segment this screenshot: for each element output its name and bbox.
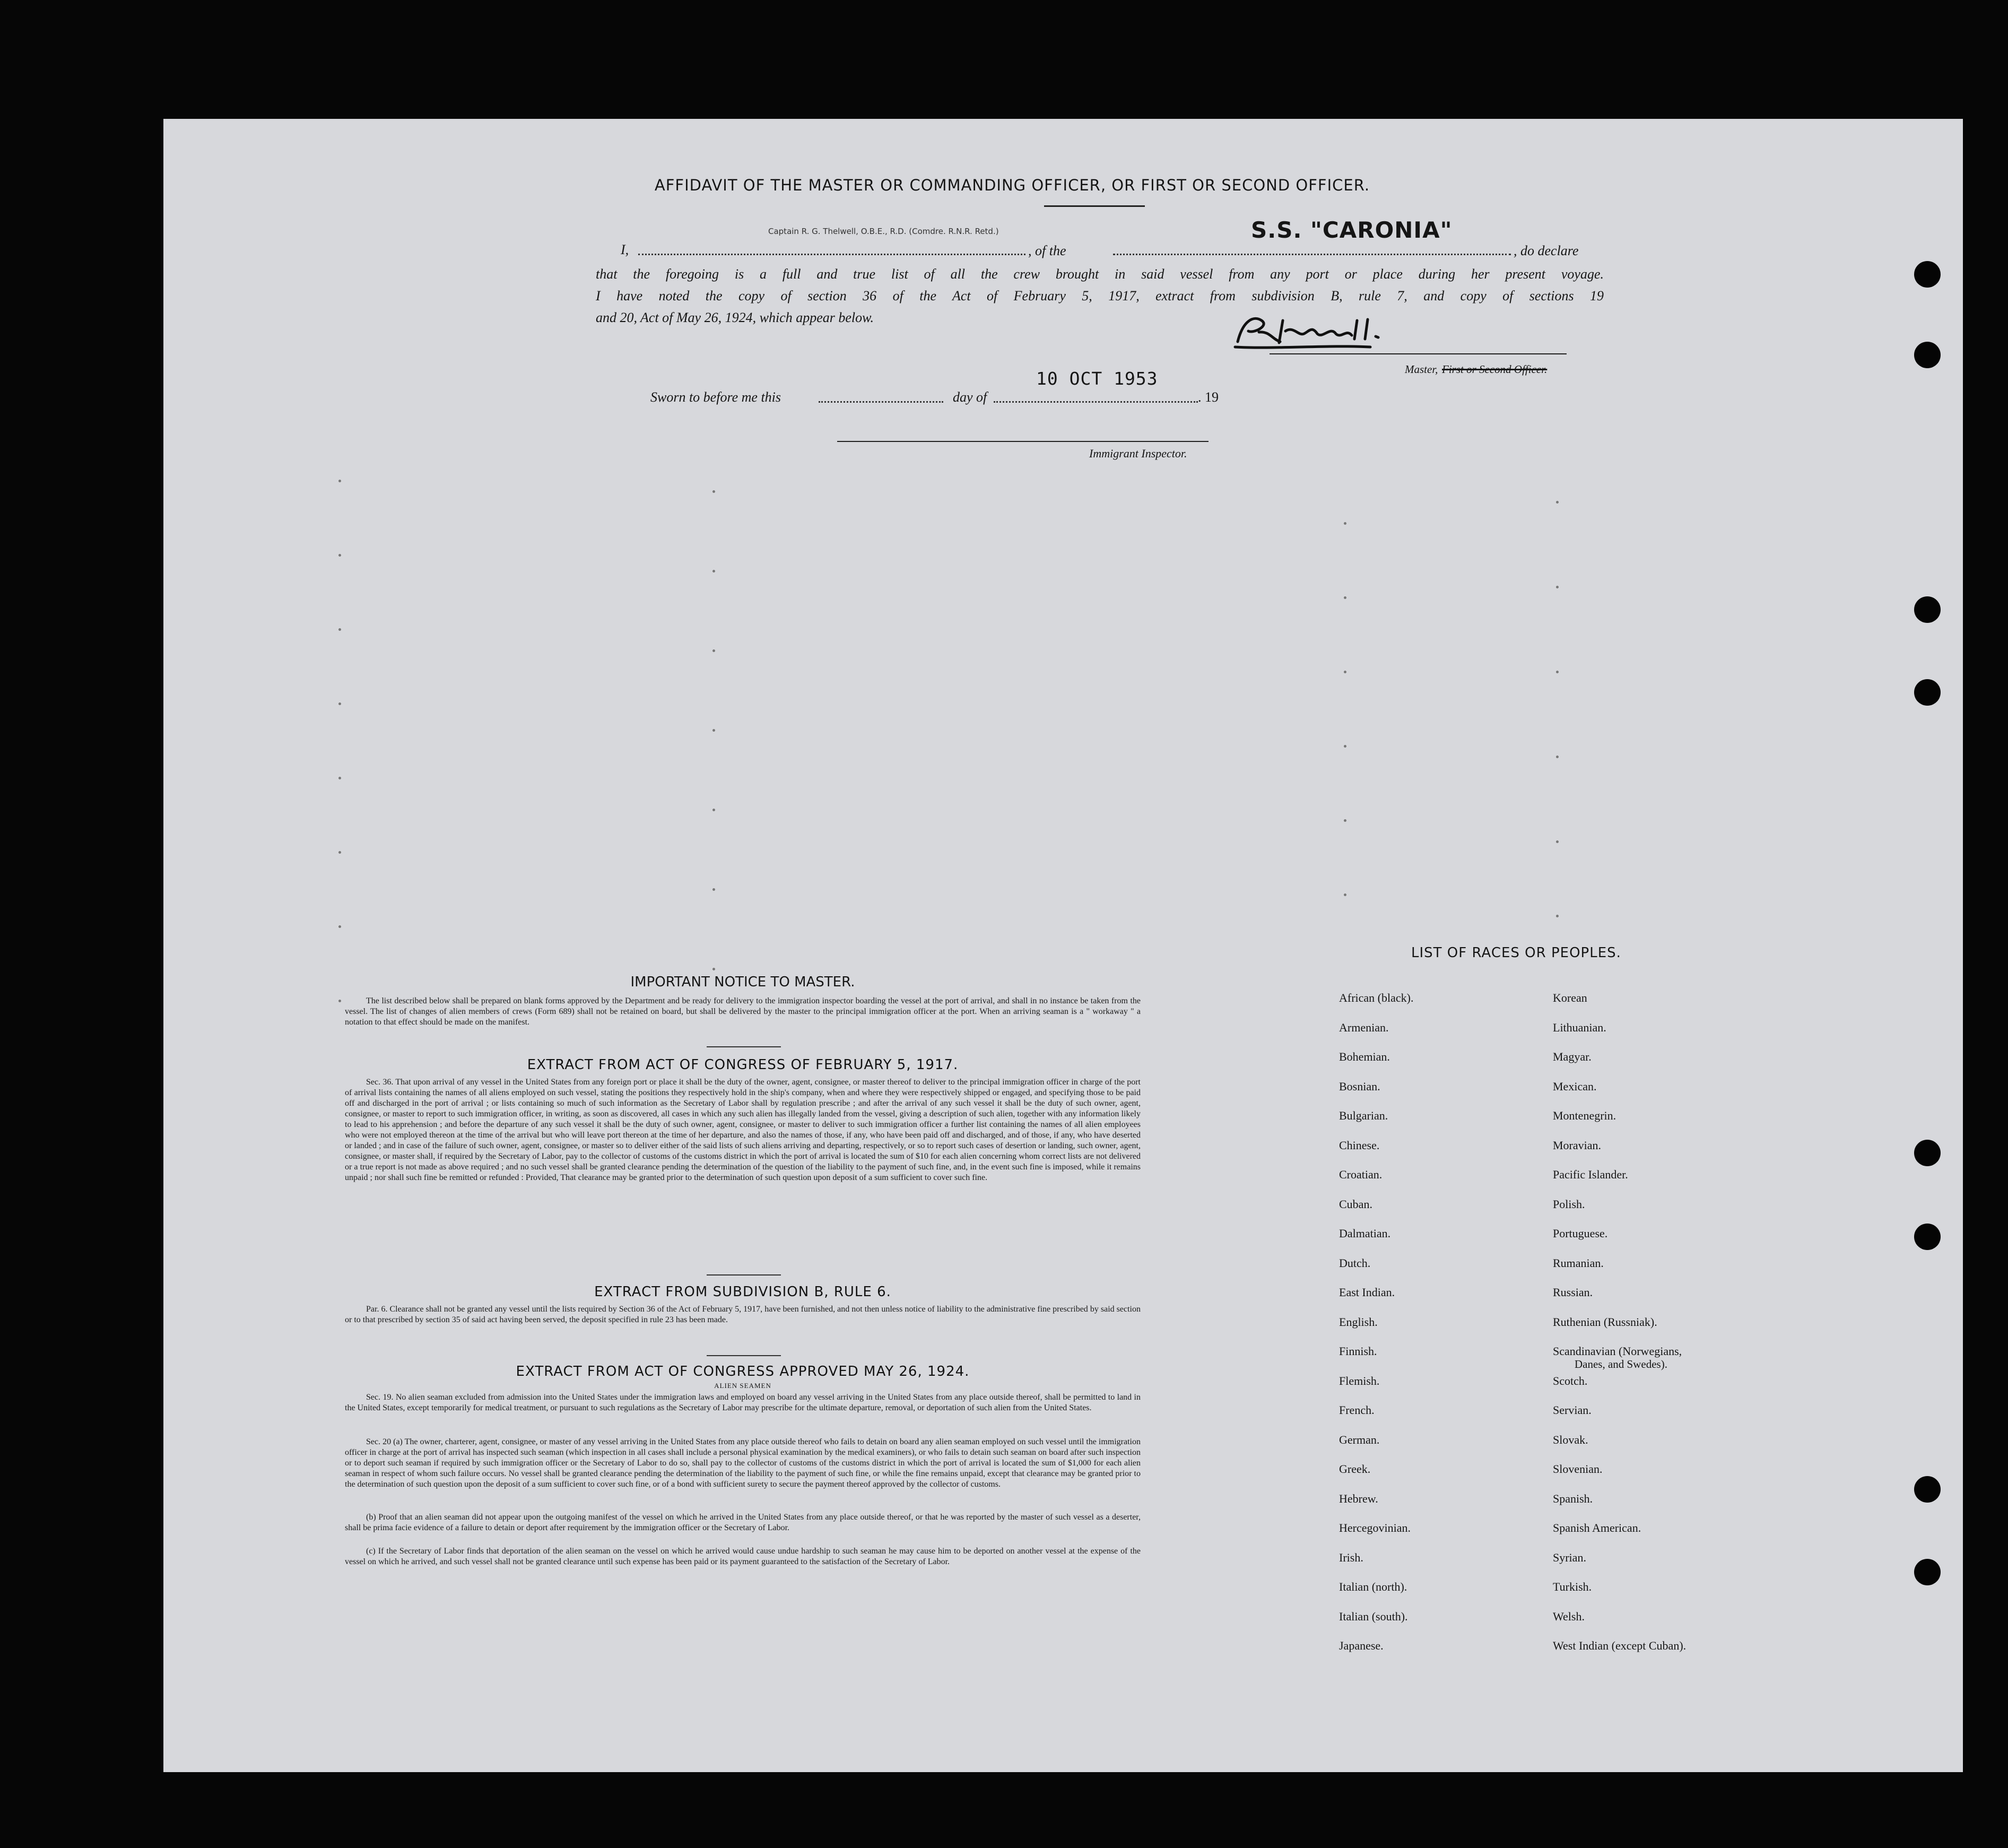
affidavit-title: AFFIDAVIT OF THE MASTER OR COMMANDING OFFICER, OR FIRST OR SECOND OFFICER. <box>654 176 1370 194</box>
race-item: West Indian (except Cuban). <box>1553 1639 1687 1652</box>
section-divider <box>707 1274 781 1276</box>
race-item: African (black). <box>1339 991 1414 1004</box>
master-name-line <box>638 254 1025 255</box>
of-the-label: , of the <box>1028 243 1066 258</box>
race-item: Magyar. <box>1553 1050 1592 1063</box>
sworn-day-line <box>819 401 943 403</box>
race-item: Mexican. <box>1553 1080 1597 1093</box>
punch-hole <box>1914 679 1941 706</box>
day-of-label: day of <box>953 389 987 405</box>
races-title: LIST OF RACES OR PEOPLES. <box>1411 945 1621 961</box>
section-divider <box>707 1046 781 1047</box>
race-item: Armenian. <box>1339 1021 1389 1034</box>
race-item: Cuban. <box>1339 1198 1372 1211</box>
race-item: Moravian. <box>1553 1139 1602 1152</box>
title-underline <box>1044 205 1145 207</box>
race-item: Spanish. <box>1553 1492 1593 1505</box>
race-item: Polish. <box>1553 1198 1585 1211</box>
alien-seamen-subtitle: ALIEN SEAMEN <box>714 1382 771 1390</box>
punch-hole <box>1914 1476 1941 1503</box>
race-item: Russian. <box>1553 1286 1593 1299</box>
race-item: Rumanian. <box>1553 1256 1604 1270</box>
race-item: Bosnian. <box>1339 1080 1380 1093</box>
inspector-signature-line <box>837 441 1209 442</box>
race-item: Spanish American. <box>1553 1521 1641 1534</box>
punch-hole <box>1914 1559 1941 1585</box>
master-label: Master, <box>1405 363 1438 376</box>
race-item: Bulgarian. <box>1339 1109 1388 1122</box>
race-item: Montenegrin. <box>1553 1109 1616 1122</box>
race-item: Syrian. <box>1553 1551 1586 1564</box>
race-item: Croatian. <box>1339 1168 1383 1181</box>
race-item: Slovak. <box>1553 1433 1588 1446</box>
race-item: Hercegovinian. <box>1339 1521 1411 1534</box>
date-stamp: 10 OCT 1953 <box>1036 368 1158 389</box>
sec-20b-text: (b) Proof that an alien seaman did not appear upon the outgoing manifest of the vessel on which he arrived in the United States from any place outside thereof, or that he was reported by the master of such vessel as a deserter, shall be prima facie evidence of a failure to detain or deport after requirement by the immigration officer or the Secretary of Labor. <box>345 1513 1141 1532</box>
extract-1924-title: EXTRACT FROM ACT OF CONGRESS APPROVED MAY 26, 1924. <box>516 1364 970 1380</box>
subdivision-b-text: Par. 6. Clearance shall not be granted any vessel until the lists required by Section 36 of the Act of February 5, 1917, have been furnished, and not then unless notice of liability to the administrative fine prescribed by said section or to that prescribed by section 35 of said act having been served, the deposit specified in rule 23 has been made. <box>345 1305 1141 1324</box>
sworn-month-line <box>994 401 1198 403</box>
race-item: German. <box>1339 1433 1380 1446</box>
punch-hole <box>1914 1140 1941 1166</box>
sworn-label: Sworn to before me this <box>650 389 781 405</box>
race-item: Pacific Islander. <box>1553 1168 1628 1181</box>
race-item: Chinese. <box>1339 1139 1380 1152</box>
race-item: Welsh. <box>1553 1610 1585 1623</box>
punch-hole <box>1914 596 1941 623</box>
punch-hole <box>1914 261 1941 288</box>
sec-20c-text: (c) If the Secretary of Labor finds that deportation of the alien seaman on the vessel on which he arrived would cause undue hardship to such seaman he may cause him to be deported on another vessel at the expense of the vessel on which he arrived, and such vessel shall not be granted clearance until such expense has been paid or its payment guaranteed to the satisfaction of the Secretary of Labor. <box>345 1547 1141 1566</box>
race-item: Irish. <box>1339 1551 1363 1564</box>
vessel-line <box>1113 254 1511 255</box>
sec-20a-text: Sec. 20 (a) The owner, charterer, agent, consignee, or master of any vessel arriving in the United States from any place outside thereof who fails to detain on board any alien seaman employed on such vessel until the immigration officer in charge at the port of arrival has inspected such seaman (which inspection in all cases shall include a personal physical examination by the medical examiners), or who fails to detain such seaman on board after such inspection or to deport such seaman if required by such immigration officer or the Secretary of Labor to do so, shall pay to the collector of customs of the customs district in which the port of arrival is located the sum of $1,000 for each alien seaman in respect of whom such failure occurs. No vessel shall be granted clearance pending the determination of the liability to the payment of such fine, or while the fine remains unpaid, except that clearance may be granted prior to the determination of such question upon the deposit of a sum sufficient to cover such fine, or of a bond with sufficient surety to secure the payment thereof approved by the collector of customs. <box>345 1437 1141 1489</box>
race-item: Flemish. <box>1339 1374 1380 1387</box>
race-item: English. <box>1339 1315 1378 1329</box>
punch-hole <box>1914 342 1941 368</box>
notice-text: The list described below shall be prepared on blank forms approved by the Department and be ready for delivery to the immigration inspector boarding the vessel at the port of arrival, and shall in no instance be taken from the vessel. The list of changes of alien members of crews (Form 689) shall not be retained on board, but shall be delivered by the master to the principal immigration officer at the port. When an arriving seaman is a " workaway " a notation to that effect should be made on the manifest. <box>345 996 1141 1027</box>
master-name-stamp: Captain R. G. Thelwell, O.B.E., R.D. (Comdre. R.N.R. Retd.) <box>768 227 999 236</box>
race-item: Italian (north). <box>1339 1580 1407 1593</box>
race-item: Scandinavian (Norwegians, <box>1553 1344 1682 1358</box>
master-signature <box>1232 310 1407 352</box>
race-item: Dalmatian. <box>1339 1227 1391 1240</box>
document-page <box>163 119 1963 1772</box>
race-item: Dutch. <box>1339 1256 1371 1270</box>
affidavit-line-3: and 20, Act of May 26, 1924, which appear below. <box>596 310 874 325</box>
extract-1917-title: EXTRACT FROM ACT OF CONGRESS OF FEBRUARY 5, 1917. <box>527 1057 959 1073</box>
race-item: Ruthenian (Russniak). <box>1553 1315 1657 1329</box>
year-label: . 19 <box>1198 389 1219 405</box>
race-item: Hebrew. <box>1339 1492 1378 1505</box>
notice-title: IMPORTANT NOTICE TO MASTER. <box>630 974 855 990</box>
race-item: Portuguese. <box>1553 1227 1608 1240</box>
affidavit-line-2: I have noted the copy of section 36 of the Act of February 5, 1917, extract from subdivision B, rule 7, and copy of sections 19 <box>596 288 1604 303</box>
race-item: Slovenian. <box>1553 1462 1603 1476</box>
race-item: East Indian. <box>1339 1286 1395 1299</box>
struck-officer-label: First or Second Officer. <box>1442 363 1548 376</box>
extract-1917-text: Sec. 36. That upon arrival of any vessel in the United States from any foreign port or place it shall be the duty of the owner, agent, consignee, or master thereof to deliver to the principal immigration officer in charge of the port of arrival lists containing the names of all aliens employed on such vessel, stating the positions they respectively hold in the ship's company, when and where they were respectively shipped or engaged, and specifying those to be paid off and discharged in the port of arrival ; or lists containing so much of such information as the Secretary of Labor shall by regulation prescribe ; and after the arrival of any such vessel it shall be the duty of such owner, agent, consignee, or master to report to such immigration officer, in writing, as soon as discovered, all cases in which any such alien has illegally landed from the vessel, giving a description of such alien, together with any information likely to lead to his apprehension ; and before the departure of any such vessel it shall be the duty of such owner, agent, consignee, or master to deliver to such immigration officer a further list containing the names of all alien employees who were not employed thereon at the time of the arrival but who will leave port thereon at the time of her departure, and also the names of those, if any, who have been paid off and discharged, and of those, if any, who have deserted or landed ; and in case of the failure of such owner, agent, consignee, or master so to deliver either of the said lists of such aliens arriving and departing, respectively, or so to report such cases of desertion or landing, such owner, agent, consignee, or master shall, if required by the Secretary of Labor, pay to the collector of customs of the customs district in which the port of arrival is located the sum of $10 for each alien concerning whom correct lists are not delivered or a true report is not made as above required ; and no such vessel shall be granted clearance pending the determination of the question of the liability to the payment of such fine, and, in the event such fine is imposed, while it remains unpaid ; nor shall such fine be remitted or refunded : Provided, That clearance may be granted prior to the determination of such question upon deposit of a sum sufficient to cover such fine. <box>345 1078 1141 1182</box>
sec-19-text: Sec. 19. No alien seaman excluded from admission into the United States under the immigration laws and employed on board any vessel arriving in the United States from any place outside thereof, shall be permitted to land in the United States, except temporarily for medical treatment, or pursuant to such regulations as the Secretary of Labor may prescribe for the ultimate departure, removal, or deportation of such alien from the United States. <box>345 1393 1141 1412</box>
inspector-label: Immigrant Inspector. <box>1089 447 1187 460</box>
section-divider <box>707 1355 781 1356</box>
race-item: Korean <box>1553 991 1587 1004</box>
pronoun-i: I, <box>621 242 629 257</box>
signature-line <box>1270 353 1567 354</box>
race-item: Turkish. <box>1553 1580 1592 1593</box>
punch-hole <box>1914 1224 1941 1250</box>
race-item: French. <box>1339 1403 1375 1417</box>
race-item: Bohemian. <box>1339 1050 1390 1063</box>
race-item: Servian. <box>1553 1403 1592 1417</box>
vessel-name: S.S. "CARONIA" <box>1251 217 1453 243</box>
race-item: Scotch. <box>1553 1374 1588 1387</box>
race-item: Japanese. <box>1339 1639 1384 1652</box>
race-item: Finnish. <box>1339 1344 1377 1358</box>
race-item: Italian (south). <box>1339 1610 1408 1623</box>
affidavit-line-1: that the foregoing is a full and true list of all the crew brought in said vessel from any port or place during her present voyage. <box>596 266 1604 282</box>
race-item: Lithuanian. <box>1553 1021 1606 1034</box>
subdivision-b-title: EXTRACT FROM SUBDIVISION B, RULE 6. <box>594 1284 891 1300</box>
do-declare-label: , do declare <box>1514 243 1579 258</box>
race-item-continuation: Danes, and Swedes). <box>1575 1358 1667 1370</box>
race-item: Greek. <box>1339 1462 1371 1476</box>
